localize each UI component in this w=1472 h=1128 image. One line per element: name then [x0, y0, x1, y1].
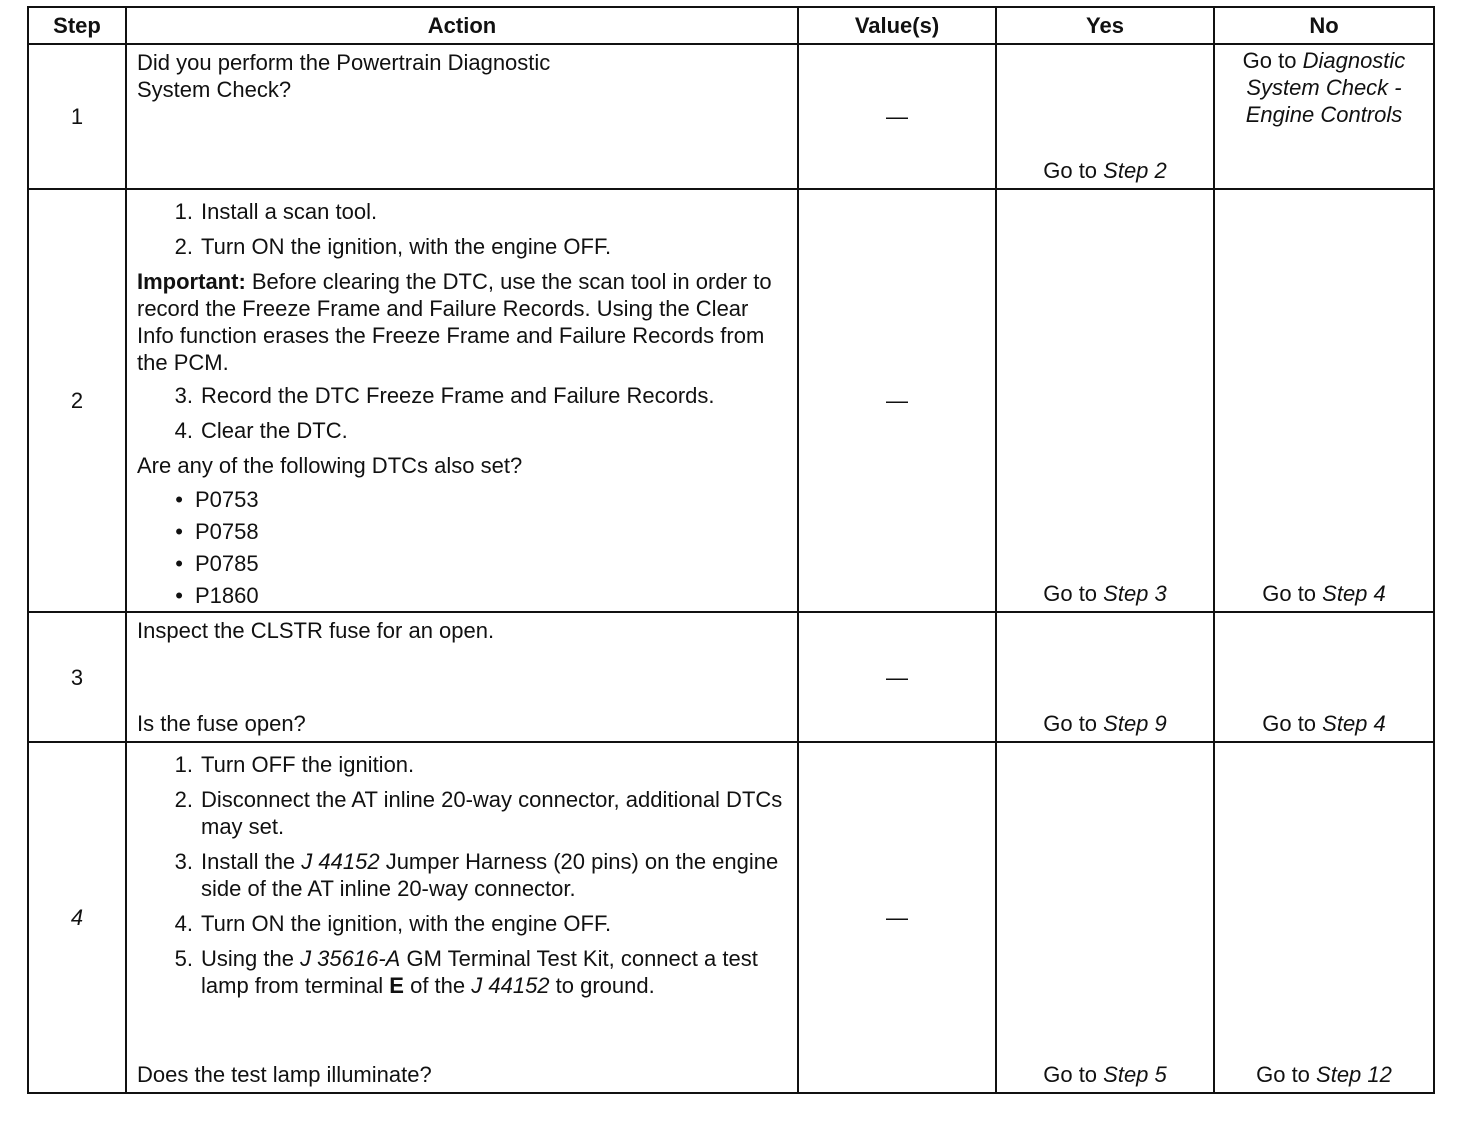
item-number: 4.: [174, 418, 193, 443]
action-cell: [126, 742, 798, 1093]
table-row-step-2: [28, 189, 1434, 612]
goto-target: Step 9: [1103, 711, 1167, 736]
yes-goto[interactable]: [997, 580, 1213, 611]
header-yes: Yes: [996, 7, 1214, 44]
yes-cell: [996, 189, 1214, 612]
header-no: No: [1214, 7, 1434, 44]
item-number: 4.: [174, 911, 193, 936]
no-cell: [1214, 742, 1434, 1093]
header-row: [28, 7, 1434, 44]
yes-cell: [996, 612, 1214, 742]
goto-prefix: Go to: [1242, 48, 1303, 73]
step-number: 2: [28, 189, 126, 612]
value-cell: —: [798, 742, 996, 1093]
terminal-label: E: [389, 973, 404, 998]
list-item: [137, 579, 787, 611]
item-number: 5.: [174, 946, 193, 971]
item-text: Turn ON the ignition, with the engine OFF.: [201, 234, 612, 259]
dtc-code: P0753: [195, 486, 259, 512]
procedure-list: [137, 751, 787, 999]
table-row-step-3: [28, 612, 1434, 742]
header-values: Value(s): [798, 7, 996, 44]
yes-goto[interactable]: [997, 157, 1213, 188]
list-item: [137, 382, 787, 409]
list-item: [137, 751, 787, 778]
list-item: [137, 547, 787, 579]
no-goto[interactable]: [1215, 710, 1433, 741]
dtc-code: P0785: [195, 550, 259, 576]
step-number: 1: [28, 44, 126, 189]
no-goto[interactable]: [1215, 45, 1433, 128]
goto-target: Step 4: [1322, 711, 1386, 736]
action-instruction: Inspect the CLSTR fuse for an open.: [137, 618, 495, 643]
procedure-list: [137, 382, 787, 444]
item-number: 1.: [174, 199, 193, 224]
list-item: [137, 198, 787, 225]
dtc-list: [137, 483, 787, 611]
yes-cell: [996, 44, 1214, 189]
bullet-icon: •: [175, 518, 183, 544]
goto-prefix: Go to: [1043, 581, 1104, 606]
item-text: Install the J 44152 Jumper Harness (20 pins) on the engine side of the AT inline 20-way connector.: [201, 849, 779, 901]
item-number: 3.: [174, 849, 193, 874]
bullet-icon: •: [175, 550, 183, 576]
yes-cell: [996, 742, 1214, 1093]
goto-prefix: Go to: [1043, 1062, 1104, 1087]
goto-target: Step 5: [1103, 1062, 1167, 1087]
item-number: 3.: [174, 383, 193, 408]
table-row-step-1: [28, 44, 1434, 189]
goto-prefix: Go to: [1262, 711, 1323, 736]
value-cell: —: [798, 44, 996, 189]
item-text: Record the DTC Freeze Frame and Failure Records.: [201, 383, 715, 408]
item-text: Disconnect the AT inline 20-way connector, additional DTCs may set.: [201, 787, 783, 839]
bullet-icon: •: [175, 582, 183, 608]
goto-target: Step 12: [1316, 1062, 1392, 1087]
list-item: [137, 945, 787, 999]
step-number: 4: [28, 742, 126, 1093]
list-item: [137, 515, 787, 547]
table-row-step-4: [28, 742, 1434, 1093]
action-cell: [126, 44, 798, 189]
header-action: Action: [126, 7, 798, 44]
item-text: Using the J 35616-A GM Terminal Test Kit, connect a test lamp from terminal E of the J 44152 to ground.: [201, 946, 758, 998]
dtc-code: P1860: [195, 582, 259, 608]
no-cell: [1214, 189, 1434, 612]
list-item: [137, 848, 787, 902]
action-cell: [126, 189, 798, 612]
important-note: [137, 268, 787, 376]
diagnostic-table: [27, 6, 1435, 1094]
goto-target: Step 2: [1103, 158, 1167, 183]
goto-prefix: Go to: [1256, 1062, 1317, 1087]
list-item: [137, 483, 787, 515]
goto-target: Diagnostic System Check - Engine Controls: [1245, 48, 1406, 127]
goto-prefix: Go to: [1262, 581, 1323, 606]
no-cell: [1214, 44, 1434, 189]
item-text: Clear the DTC.: [201, 418, 348, 443]
header-step: Step: [28, 7, 126, 44]
goto-target: Step 4: [1322, 581, 1386, 606]
important-label: Important:: [137, 269, 246, 294]
list-item: [137, 910, 787, 937]
action-question: Does the test lamp illuminate?: [137, 1062, 432, 1087]
action-question: Is the fuse open?: [137, 711, 306, 736]
action-question: Are any of the following DTCs also set?: [137, 453, 523, 478]
step-number: 3: [28, 612, 126, 742]
bullet-icon: •: [175, 486, 183, 512]
list-item: [137, 786, 787, 840]
item-number: 2.: [174, 787, 193, 812]
item-text: Turn ON the ignition, with the engine OFF.: [201, 911, 612, 936]
action-cell: [126, 612, 798, 742]
item-number: 1.: [174, 752, 193, 777]
no-goto[interactable]: [1215, 1061, 1433, 1092]
yes-goto[interactable]: [997, 710, 1213, 741]
value-cell: —: [798, 189, 996, 612]
value-cell: —: [798, 612, 996, 742]
dtc-code: P0758: [195, 518, 259, 544]
tool-reference: J 44152: [301, 849, 380, 874]
item-text: Install a scan tool.: [201, 199, 378, 224]
important-text: Before clearing the DTC, use the scan tool in order to record the Freeze Frame and Failure Records. Using the Clear Info function erases the Freeze Frame and Failure Records from the PCM.: [137, 269, 772, 375]
item-number: 2.: [174, 234, 193, 259]
item-text: Turn OFF the ignition.: [201, 752, 415, 777]
list-item: [137, 417, 787, 444]
procedure-list: [137, 198, 787, 260]
goto-target: Step 3: [1103, 581, 1167, 606]
tool-reference: J 44152: [471, 973, 550, 998]
yes-goto[interactable]: [997, 1061, 1213, 1092]
tool-reference: J 35616-A: [300, 946, 401, 971]
goto-prefix: Go to: [1043, 158, 1104, 183]
goto-prefix: Go to: [1043, 711, 1104, 736]
no-goto[interactable]: [1215, 580, 1433, 611]
list-item: [137, 233, 787, 260]
no-cell: [1214, 612, 1434, 742]
action-question: Did you perform the Powertrain Diagnostic System Check?: [137, 50, 551, 102]
